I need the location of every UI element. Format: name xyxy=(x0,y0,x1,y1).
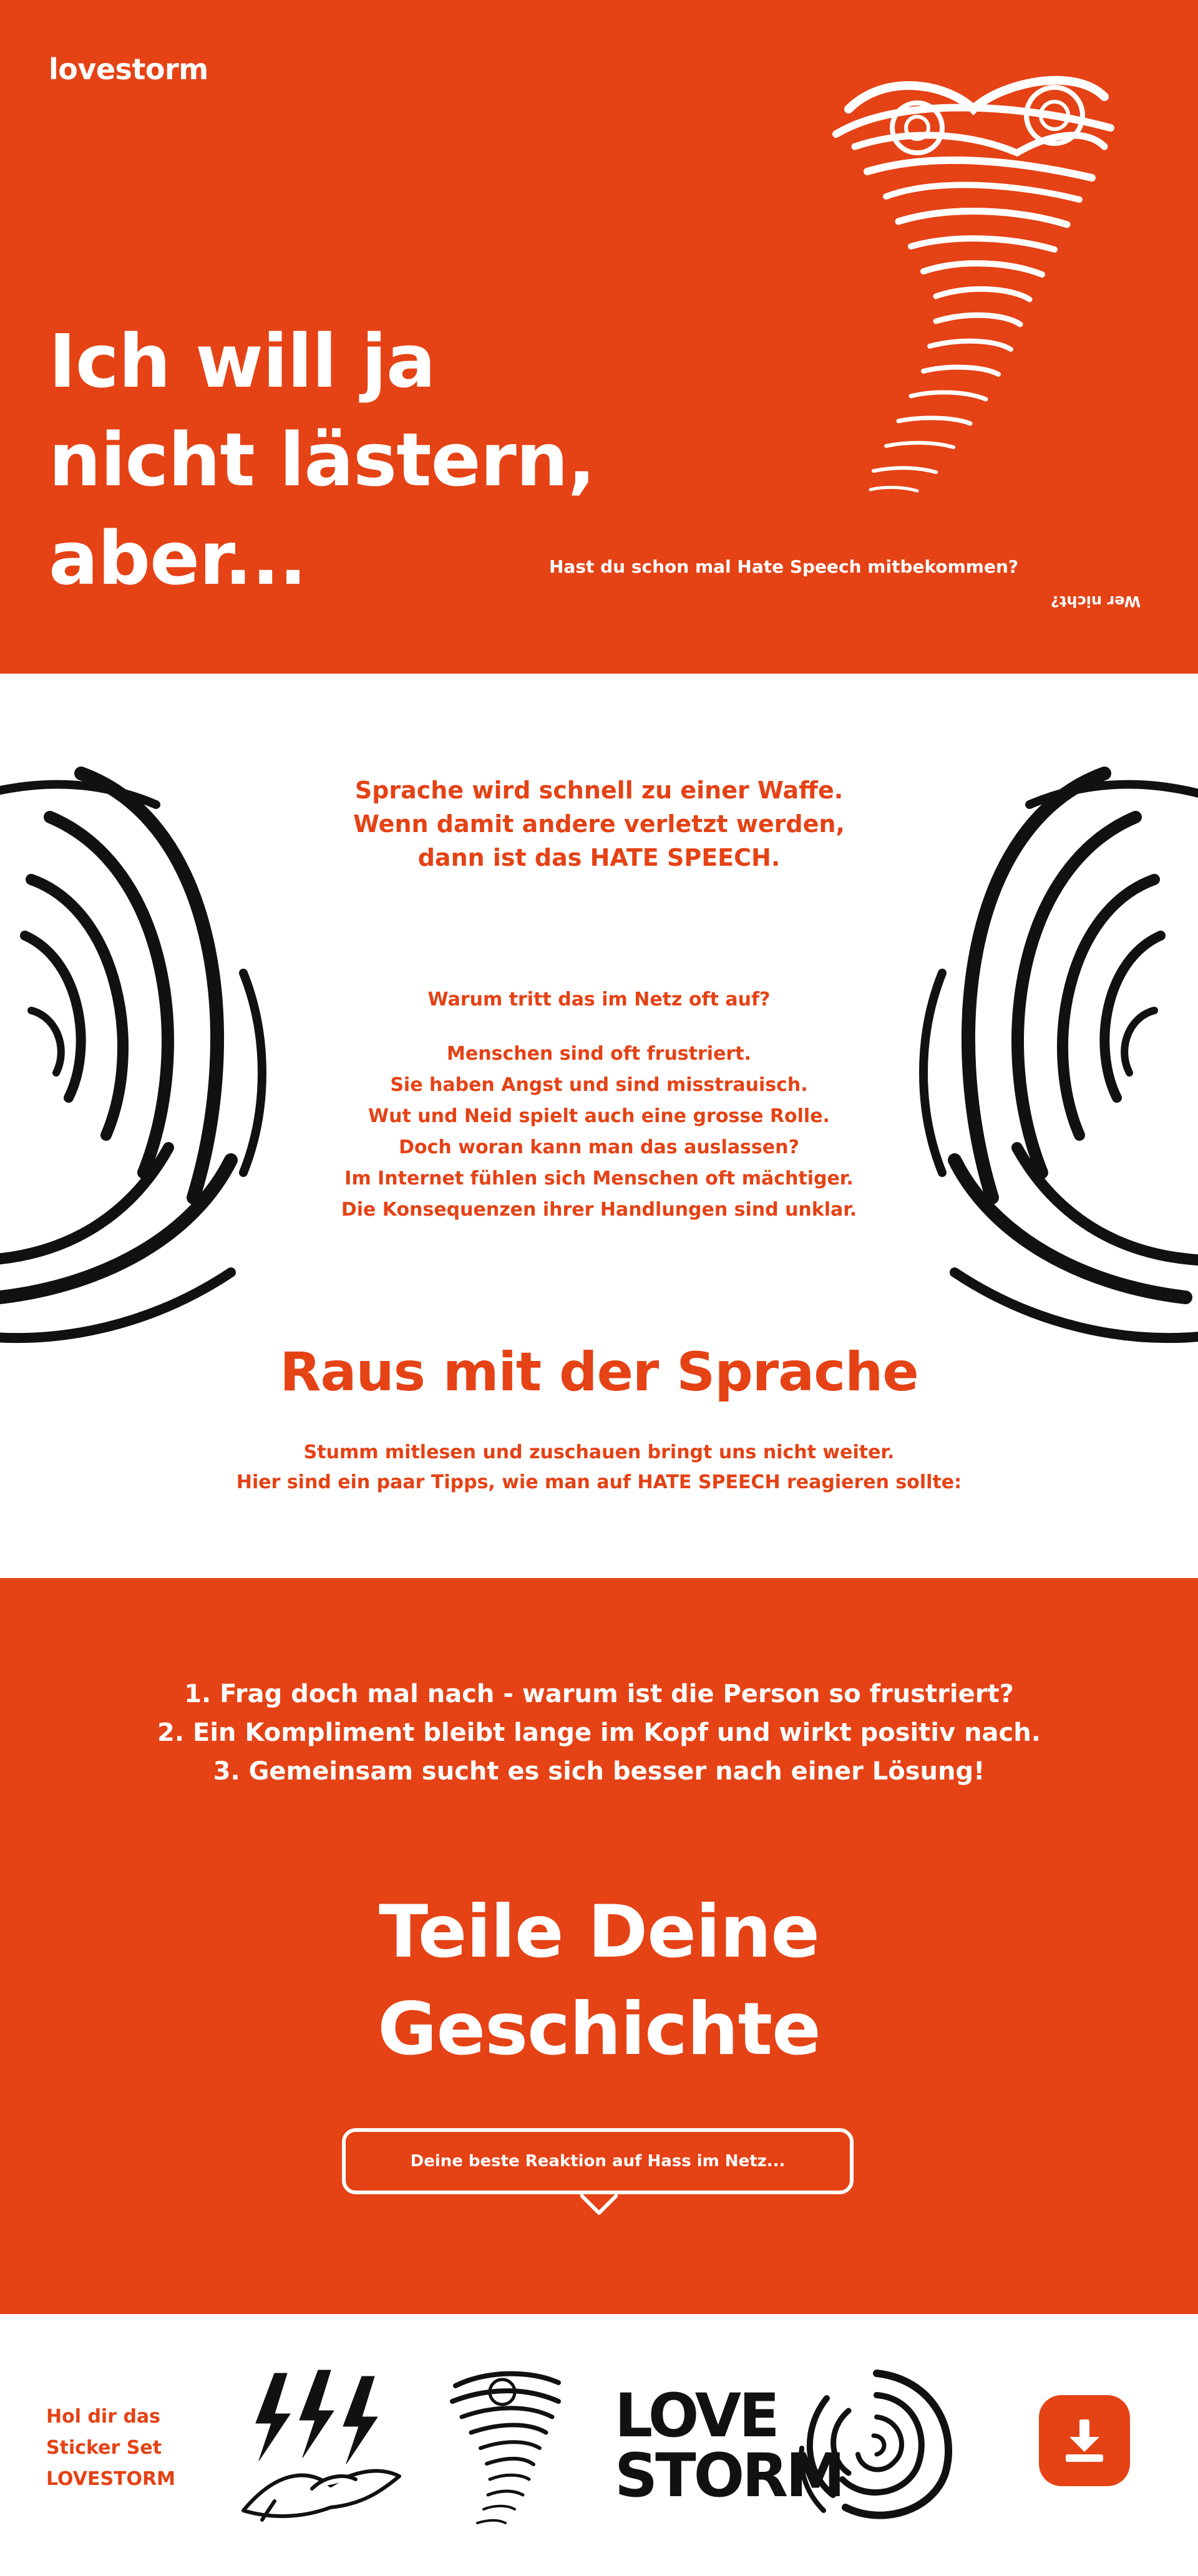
reason-item: Doch woran kann man das auslassen? xyxy=(399,1136,799,1158)
reason-item: Die Konsequenzen ihrer Handlungen sind unklar. xyxy=(341,1199,857,1221)
share-title-line-2: Geschichte xyxy=(377,1987,821,2071)
tips-list xyxy=(0,1675,1198,1791)
speech-bubble-tail-icon xyxy=(580,2192,618,2215)
tornado-sticker-icon xyxy=(443,2367,568,2529)
reason-item: Menschen sind oft frustriert. xyxy=(447,1043,751,1065)
hero-title-line-3: aber... xyxy=(49,515,306,601)
hero-title-line-2: nicht lästern, xyxy=(49,417,595,503)
sticker-footer xyxy=(0,2314,1198,2576)
share-section xyxy=(0,1578,1198,2314)
tip-item: 3. Gemeinsam sucht es sich besser nach einer Lösung! xyxy=(213,1757,985,1786)
reason-item: Sie haben Angst und sind misstrauisch. xyxy=(390,1074,808,1096)
intro-line: Sprache wird schnell zu einer Waffe. xyxy=(354,777,844,804)
intro-line: dann ist das HATE SPEECH. xyxy=(417,844,781,871)
bolts-bird-sticker-icon xyxy=(237,2367,406,2529)
sticker-text-line: Sticker Set xyxy=(46,2437,162,2459)
download-button[interactable] xyxy=(1039,2395,1130,2486)
lovestorm-sticker-logo xyxy=(615,2381,843,2511)
reason-item: Im Internet fühlen sich Menschen oft mächtiger. xyxy=(344,1168,854,1189)
tips-intro xyxy=(0,1438,1198,1498)
section-title: Raus mit der Sprache xyxy=(280,1341,918,1403)
share-title-line-1: Teile Deine xyxy=(379,1890,819,1974)
hero-flipped-answer: Wer nicht? xyxy=(1050,593,1141,610)
download-icon xyxy=(1059,2416,1109,2466)
sticker-logo-line: LOVE xyxy=(615,2381,777,2451)
tornado-heart-icon xyxy=(811,59,1136,508)
sticker-text-line: Hol dir das xyxy=(46,2406,161,2428)
hero-title-line-1: Ich will ja xyxy=(49,318,436,404)
sticker-text xyxy=(46,2401,175,2495)
sticker-logo-line: STORM xyxy=(615,2441,843,2511)
hero-section xyxy=(0,0,1198,674)
reasons-question: Warum tritt das im Netz oft auf? xyxy=(427,989,771,1010)
tips-intro-line: Stumm mitlesen und zuschauen bringt uns nicht weiter. xyxy=(303,1441,895,1463)
tip-item: 1. Frag doch mal nach - warum ist die Person so frustriert? xyxy=(184,1680,1014,1708)
story-input[interactable]: Deine beste Reaktion auf Hass im Netz... xyxy=(342,2128,854,2194)
swirl-sticker-icon xyxy=(789,2361,964,2529)
sticker-text-line: LOVESTORM xyxy=(46,2468,175,2490)
reason-item: Wut und Neid spielt auch eine grosse Rolle. xyxy=(368,1105,830,1127)
intro-text xyxy=(0,773,1198,874)
tips-intro-line: Hier sind ein paar Tipps, wie man auf HATE SPEECH reagieren sollte: xyxy=(236,1471,962,1493)
hero-question: Hast du schon mal Hate Speech mitbekommen? xyxy=(549,556,1019,577)
tip-item: 2. Ein Kompliment bleibt lange im Kopf und wirkt positiv nach. xyxy=(157,1718,1041,1747)
site-logo[interactable]: lovestorm xyxy=(49,52,208,86)
share-title xyxy=(0,1884,1198,2078)
intro-line: Wenn damit andere verletzt werden, xyxy=(353,810,845,838)
reasons-list xyxy=(0,1039,1198,1226)
info-section xyxy=(0,674,1198,1578)
